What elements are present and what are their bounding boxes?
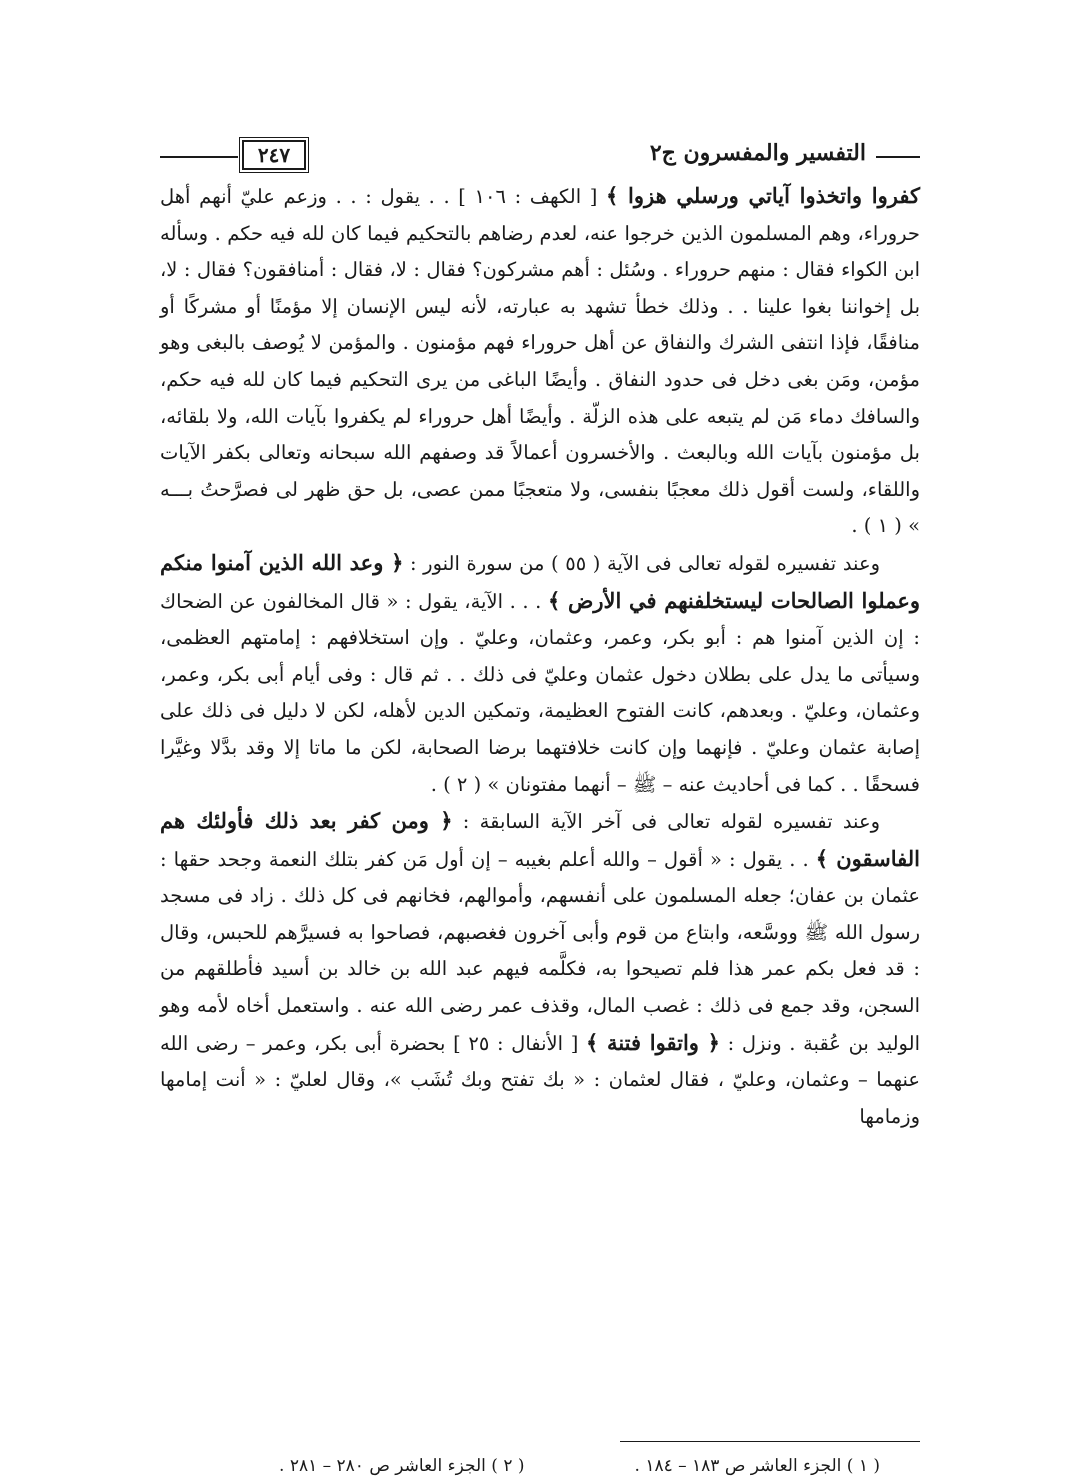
paragraph-text: وعند تفسيره لقوله تعالى فى آخر الآية السابقة : (452, 810, 880, 834)
footnote-divider (620, 1441, 920, 1442)
running-header (160, 138, 920, 174)
header-rule (876, 156, 920, 158)
quran-verse: كفروا واتخذوا آياتي ورسلي هزوا ﴾ (605, 183, 920, 208)
footnotes (160, 1456, 920, 1476)
paragraph-3 (160, 803, 920, 1135)
paragraph-1 (160, 178, 920, 545)
footnote-2: ( ٢ ) الجزء العاشر ص ٢٨٠ – ٢٨١ . (279, 1456, 525, 1476)
paragraph-text: . . . الآية، يقول : « قال المخالفون عن الضحاك : إن الذين آمنوا هم : أبو بكر، وعمر، وعثمان، وعليّ . وإن استخلافهم : إمامتهم العظمى، وسيأتى ما يدل على بطلان دخول عثمان وعليّ فى ذلك . . ثم قال : وفى أيام أبى بكر، وعمر، وعثمان، وعليّ . وبعدهم، كانت الفتوح العظيمة، وتمكين الدين لأهله، لكن لا دليل فى ذلك على إصابة عثمان وعليّ . فإنهما وإن كانت خلافتهما برضا الصحابة، لكن ما ماتا إلا وقد بدَّلا وغيَّرا فسحقًا . . كما فى أحاديث عنه – ﷺ – أنهما مفتونان » ( ٢ ) . (160, 589, 921, 796)
quran-verse: ﴿ وعد الله الذين آمنوا منكم وعملوا الصالحات ليستخلفنهم في الأرض ﴾ (160, 549, 921, 613)
paragraph-text: [ الأنفال : ٢٥ ] بحضرة أبى بكر، وعمر – رضى الله عنهما – وعثمان، وعليّ ، فقال لعثمان : « بك تفتح وبك تُشَب »، وقال لعليّ : « أنت إمامها وزمامها (160, 1031, 920, 1128)
page-number: ٢٤٧ (242, 140, 306, 170)
footnote-1: ( ١ ) الجزء العاشر ص ١٨٣ – ١٨٤ . (634, 1456, 880, 1476)
header-rule (160, 156, 238, 158)
quran-verse: ﴿ ومن كفر بعد ذلك فأولئك هم الفاسقون ﴾ (160, 808, 920, 871)
quran-verse: ﴿ واتقوا فتنة ﴾ (586, 1029, 720, 1055)
paragraph-text: وعند تفسيره لقوله تعالى فى الآية ( ٥٥ ) من سورة النور : (403, 551, 880, 575)
main-text (160, 178, 920, 1135)
paragraph-2 (160, 545, 920, 803)
paragraph-text: . . يقول : « أقول – والله أعلم بغيبه – إن أول مَن كفر بتلك النعمة وجحد حقها : عثمان بن عفان؛ جعله المسلمون على أنفسهم، وأموالهم، فخانهم فى كل ذلك . زاد فى مسجد رسول الله ﷺ ووسَّعه، وابتاع من قوم وأبى آخرون فغصبهم، فصاحوا به فسيرَّهم للحبس، وقال : قد فعل بكم عمر هذا فلم تصيحوا به، فكلَّمه فيهم عبد الله بن خالد بن أسيد فأطلقهم من السجن، وقد جمع فى ذلك : غصب المال، وقذف عمر رضى الله عنه . واستعمل أخاه لأمه وهو الوليد بن عُقبة . ونزل : (160, 847, 920, 1055)
paragraph-text: [ الكهف : ١٠٦ ] . . يقول : . . وزعم عليّ أنهم أهل حروراء، وهم المسلمون الذين خرجوا عنه، لعدم رضاهم بالتحكيم فيما كان لله فيه حكم . وسأله ابن الكواء فقال : منهم حروراء . وسُئل : أهم مشركون؟ فقال : لا، فقال : أمنافقون؟ فقال : لا، بل إخواننا بغوا علينا . . وذلك خطأ تشهد به عبارته، لأنه ليس الإنسان إلا مؤمنًا أو مشركًا أو منافقًا، فإذا انتفى الشرك والنفاق عن أهل حروراء فهم مؤمنون . والمؤمن لا يُوصف بالبغى وهو مؤمن، ومَن بغى دخل فى حدود النفاق . وأيضًا الباغى من يرى التحكيم فيما كان لله فيه حكم، والسافك دماء مَن لم يتبعه على هذه الزلّة . وأيضًا أهل حروراء لم يكفروا بآيات الله، ولا بلقائه، بل مؤمنون بآيات الله وبالبعث . والأخسرون أعمالاً قد وصفهم الله سبحانه وتعالى بكفر الآيات واللقاء، ولست أقول ذلك معجبًا بنفسى، ولا متعجبًا ممن عصى، بل حق ظهر لى فصرَّحتُ بـــه » ( ١ ) . (160, 185, 920, 538)
header-title: التفسير والمفسرون ج٢ (644, 140, 872, 166)
book-page (160, 138, 921, 1476)
